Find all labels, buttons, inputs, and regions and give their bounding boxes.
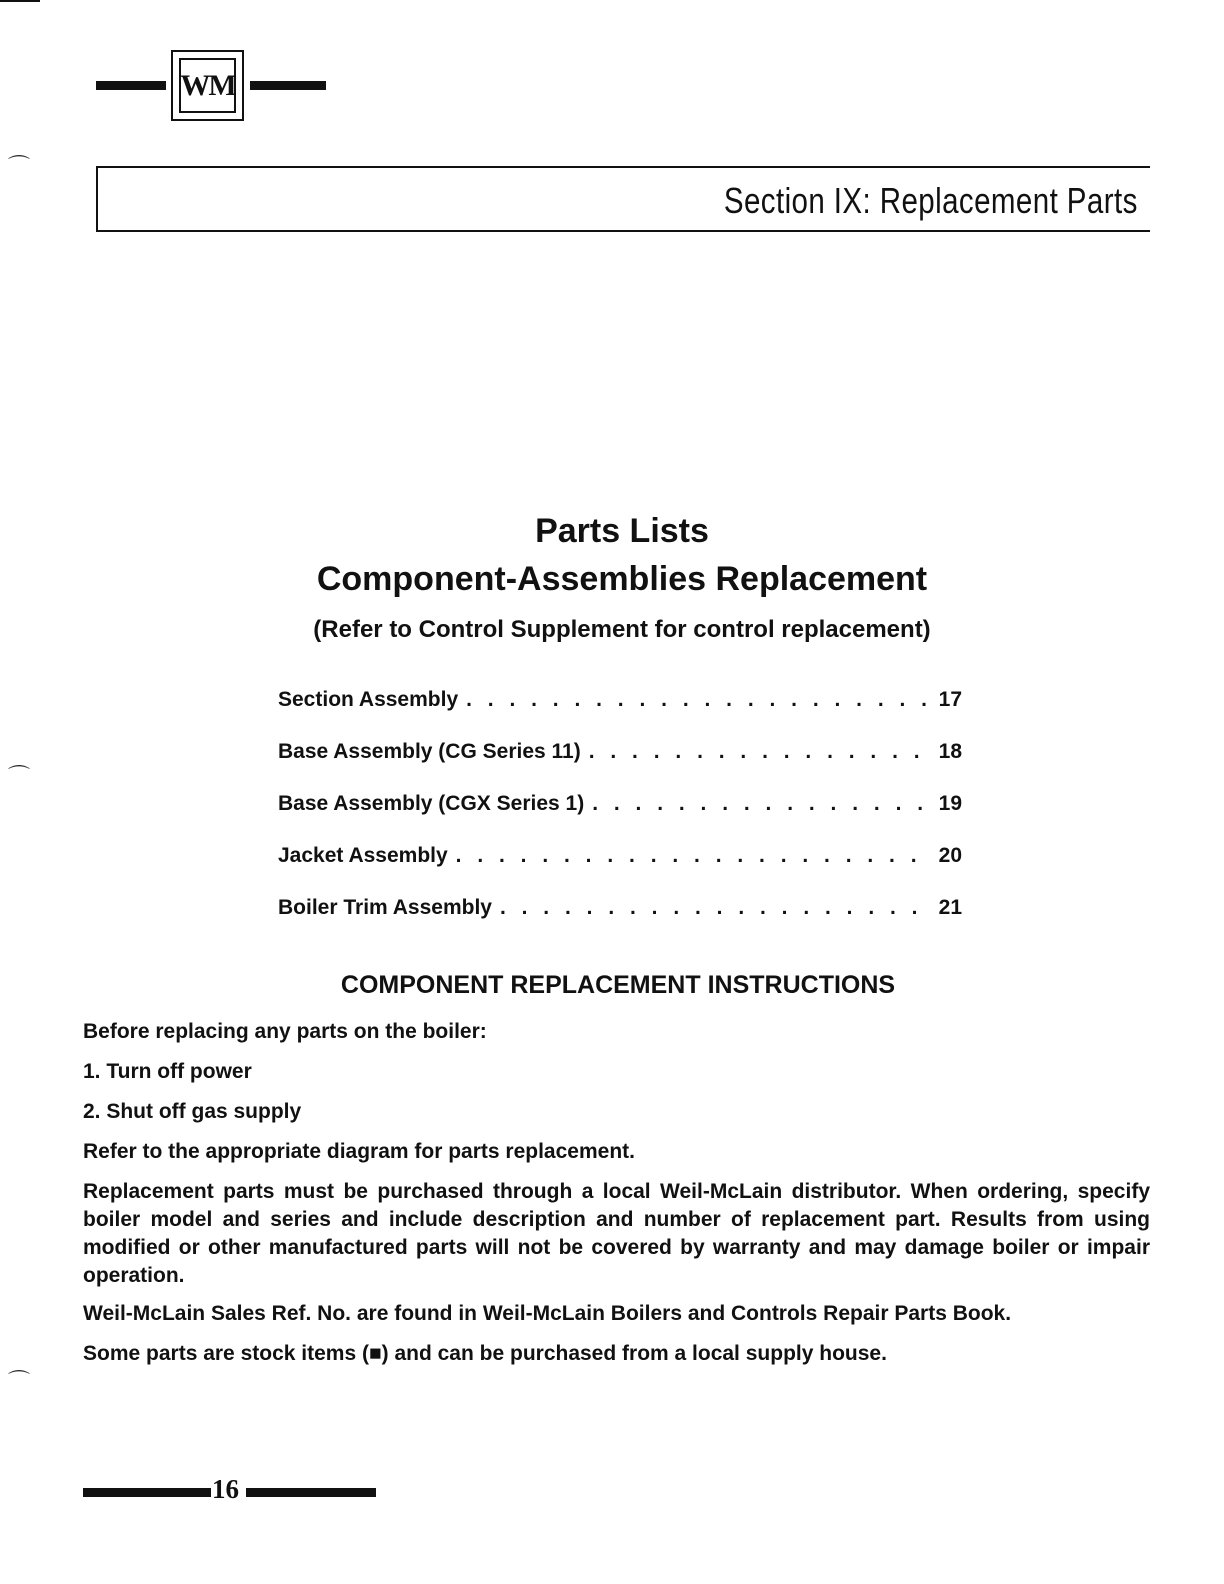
header-rule-bottom [96,230,1150,232]
instructions-heading: COMPONENT REPLACEMENT INSTRUCTIONS [340,971,896,999]
scan-mark: ⌒ [8,154,31,179]
logo-bar-right [250,81,326,90]
instruction-step-1: 1. Turn off power [83,1060,252,1083]
logo-text: WM [179,58,236,113]
toc-page: 19 [938,792,962,815]
subtitle-note: (Refer to Control Supplement for control replacement) [313,616,931,643]
instruction-paragraph-diagram: Refer to the appropriate diagram for parts replacement. [83,1140,635,1163]
page-number: 16 [212,1474,239,1504]
instruction-paragraph-ordering: Replacement parts must be purchased through a local Weil-McLain distributor. When ordering, specify boiler model and series and include description and number of replacement part. Results from using modified or other manufactured parts will not be covered by warranty and may damage boiler or impair operation. [83,1180,1150,1287]
page-number-bar-right [246,1488,376,1497]
toc-row[interactable] [278,844,962,874]
toc-label: Jacket Assembly [278,844,448,867]
toc-row[interactable] [278,740,962,770]
toc-leader-dots [500,896,928,920]
toc-label: Section Assembly [278,688,459,711]
toc-page: 18 [938,740,962,763]
toc-row[interactable] [278,896,962,926]
instruction-step-2: 2. Shut off gas supply [83,1100,302,1123]
toc-leader-dots [466,688,928,712]
toc-leader-dots [456,844,928,868]
scan-mark: ⌒ [8,764,31,789]
company-logo [171,50,244,121]
title-parts-lists: Parts Lists [535,512,709,550]
instructions-intro: Before replacing any parts on the boiler: [83,1020,487,1043]
instruction-paragraph-stock-items: Some parts are stock items (■) and can be purchased from a local supply house. [83,1342,887,1365]
page-number-bar-left [83,1488,211,1497]
toc-leader-dots [592,792,928,816]
header-rule-top [96,166,1150,168]
toc-page: 21 [938,896,962,919]
logo-bar-left [96,81,166,90]
scan-mark [0,0,40,2]
toc-leader-dots [589,740,928,764]
scan-mark: ⌒ [8,1369,31,1394]
toc-label: Boiler Trim Assembly [278,896,492,919]
toc-label: Base Assembly (CG Series 11) [278,740,581,763]
toc-page: 20 [938,844,962,867]
instruction-paragraph-sales-ref: Weil-McLain Sales Ref. No. are found in Weil-McLain Boilers and Controls Repair Parts Book. [83,1302,1012,1325]
header-rule-left [96,166,98,232]
section-title: Section IX: Replacement Parts [724,180,1138,221]
toc-page: 17 [938,688,962,711]
toc-row[interactable] [278,792,962,822]
toc-label: Base Assembly (CGX Series 1) [278,792,585,815]
title-component-assemblies: Component-Assemblies Replacement [316,560,928,598]
toc-row[interactable] [278,688,962,718]
